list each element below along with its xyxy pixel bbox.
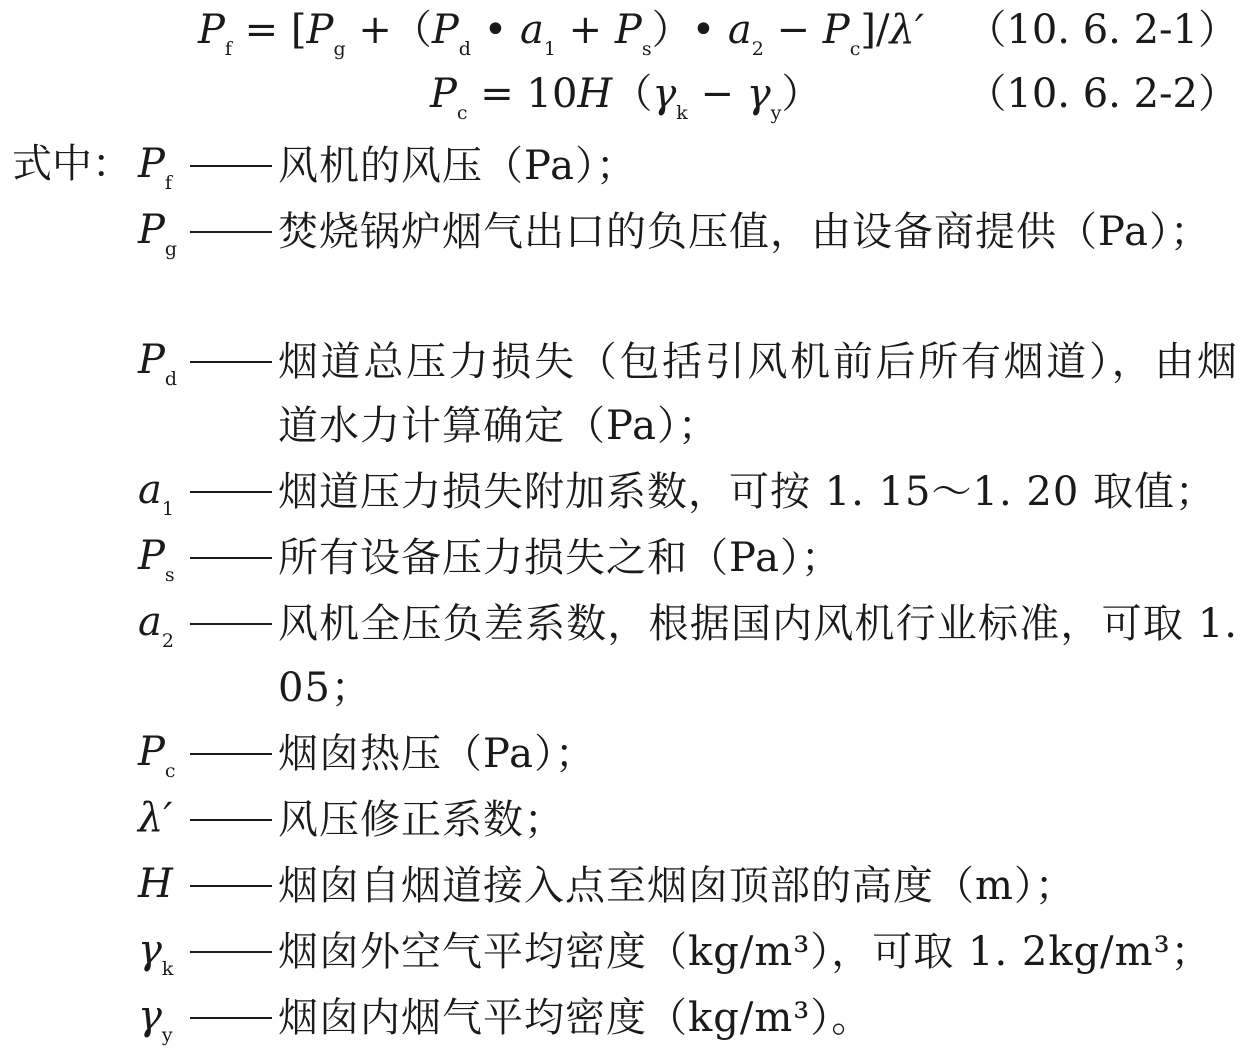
symbol: a bbox=[727, 7, 752, 53]
operator: = [ bbox=[231, 7, 307, 53]
em-dash bbox=[190, 854, 272, 914]
symbol: P bbox=[138, 533, 165, 579]
operator: ）• bbox=[651, 7, 728, 53]
symbol: λ′ bbox=[138, 795, 173, 841]
definition-symbol bbox=[138, 200, 193, 260]
definition-text: 烟囱外空气平均密度（kg/m³），可取 1. 2kg/m³； bbox=[278, 929, 1212, 975]
symbol: γ bbox=[138, 927, 162, 973]
definition-text: 所有设备压力损失之和（Pa）； bbox=[278, 535, 842, 581]
definition-symbol bbox=[138, 854, 193, 914]
symbol: P bbox=[431, 7, 459, 53]
equation-number: （10. 6. 2-2） bbox=[966, 71, 1238, 117]
symbol: a bbox=[138, 599, 162, 645]
definition-symbol bbox=[138, 920, 193, 980]
em-dash bbox=[190, 986, 272, 1046]
em-dash bbox=[190, 460, 272, 520]
symbol: P bbox=[614, 7, 642, 53]
symbol: P bbox=[138, 207, 165, 253]
em-dash bbox=[190, 592, 272, 652]
subscript: s bbox=[164, 564, 175, 586]
symbol: a bbox=[138, 467, 162, 513]
em-dash bbox=[190, 134, 272, 194]
symbol: P bbox=[198, 7, 225, 53]
definition-text: 风机的风压（Pa）； bbox=[278, 143, 637, 189]
definition-text: 焚烧锅炉烟气出口的负压值，由设备商提供（Pa）； bbox=[278, 209, 1211, 255]
symbol: γ bbox=[746, 71, 771, 117]
subscript: f bbox=[224, 38, 232, 60]
definition-text: 烟道总压力损失（包括引风机前后所有烟道），由烟道水力计算确定（Pa）； bbox=[278, 339, 1238, 449]
em-dash bbox=[190, 526, 272, 586]
subscript: c bbox=[849, 38, 861, 60]
operator: • bbox=[470, 7, 520, 53]
operator: − bbox=[687, 71, 747, 117]
subscript: y bbox=[161, 1024, 173, 1046]
symbol: γ bbox=[138, 993, 162, 1039]
operator: − bbox=[763, 7, 823, 53]
em-dash bbox=[190, 722, 272, 782]
subscript: y bbox=[770, 102, 782, 124]
symbol: P bbox=[430, 71, 457, 117]
operator: = 10 bbox=[467, 71, 578, 117]
definition-symbol bbox=[138, 592, 193, 652]
subscript: s bbox=[641, 38, 652, 60]
subscript: d bbox=[458, 38, 471, 60]
definition-symbol bbox=[138, 134, 193, 194]
operator: + bbox=[555, 7, 615, 53]
symbol: P bbox=[138, 337, 165, 383]
symbol: γ bbox=[652, 71, 677, 117]
subscript: k bbox=[161, 958, 174, 980]
definition-symbol bbox=[138, 330, 193, 390]
em-dash bbox=[190, 200, 272, 260]
operator: （ bbox=[612, 71, 653, 117]
subscript: k bbox=[676, 102, 688, 124]
symbol: P bbox=[822, 7, 850, 53]
definition-text: 烟囱内烟气平均密度（kg/m³）。 bbox=[278, 995, 873, 1041]
definition-text: 烟道压力损失附加系数，可按 1. 15～1. 20 取值； bbox=[278, 469, 1216, 515]
symbol: P bbox=[138, 141, 165, 187]
symbol: H bbox=[138, 861, 173, 907]
subscript: g bbox=[164, 238, 178, 260]
symbol: P bbox=[138, 729, 165, 775]
subscript: 2 bbox=[751, 38, 764, 60]
symbol: P bbox=[306, 7, 334, 53]
where-label: 式中： bbox=[12, 141, 132, 187]
definition-symbol bbox=[138, 986, 193, 1046]
definition-symbol bbox=[138, 460, 193, 520]
subscript: 1 bbox=[161, 498, 174, 520]
definition-symbol bbox=[138, 722, 193, 782]
em-dash bbox=[190, 920, 272, 980]
definition-text: 烟囱自烟道接入点至烟囱顶部的高度（m）； bbox=[278, 863, 1076, 909]
em-dash bbox=[190, 788, 272, 848]
symbol: λ′ bbox=[889, 7, 924, 53]
subscript: 1 bbox=[543, 38, 556, 60]
definition-symbol bbox=[138, 788, 193, 848]
subscript: 2 bbox=[161, 630, 174, 652]
subscript: c bbox=[164, 760, 176, 782]
subscript: d bbox=[164, 368, 178, 390]
operator: ]/ bbox=[860, 7, 890, 53]
subscript: g bbox=[333, 38, 346, 60]
definition-text: 风压修正系数； bbox=[278, 797, 565, 843]
definition-text: 风机全压负差系数，根据国内风机行业标准，可取 1. 05； bbox=[278, 601, 1238, 711]
definition-symbol bbox=[138, 526, 193, 586]
em-dash bbox=[190, 330, 272, 390]
equation-number: （10. 6. 2-1） bbox=[966, 7, 1238, 53]
subscript: c bbox=[456, 102, 468, 124]
operator: +（ bbox=[345, 7, 432, 53]
symbol: a bbox=[519, 7, 544, 53]
definition-text: 烟囱热压（Pa）； bbox=[278, 731, 596, 777]
operator: ） bbox=[781, 71, 822, 117]
symbol: H bbox=[577, 71, 613, 117]
subscript: f bbox=[164, 172, 172, 194]
